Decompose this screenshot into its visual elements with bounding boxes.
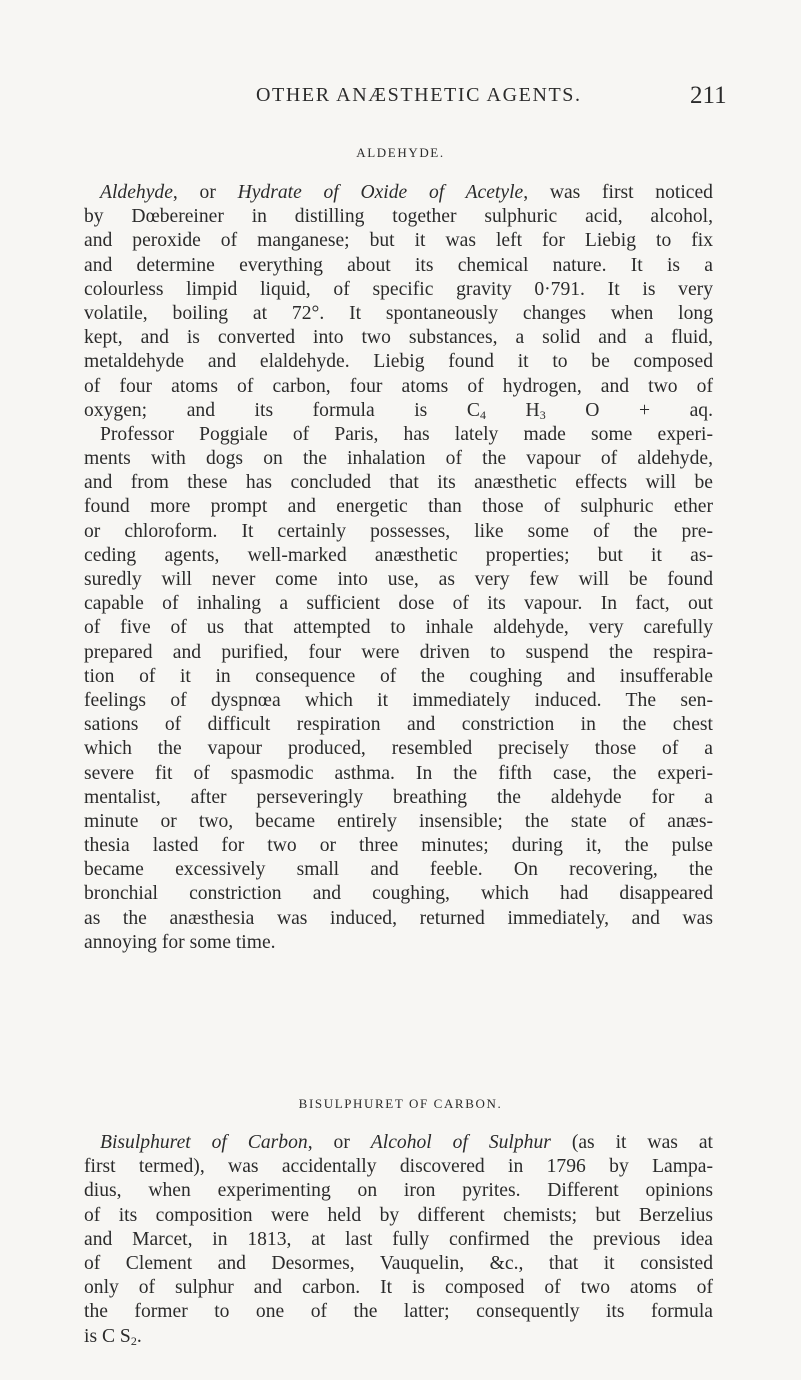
text-line: only of sulphur and carbon. It is composed of two atoms of (84, 1277, 713, 1299)
page-number: 211 (690, 82, 727, 109)
text-line: capable of inhaling a sufficient dose of its vapour. In fact, out (84, 593, 713, 615)
text-line: and determine everything about its chemical nature. It is a (84, 254, 713, 276)
text-line: Professor Poggiale of Paris, has lately made some experi- (100, 423, 713, 445)
text-line: as the anæsthesia was induced, returned immediately, and was (84, 907, 713, 929)
text-line: of Clement and Desormes, Vauquelin, &c., that it consisted (84, 1252, 713, 1274)
text-line: dius, when experimenting on iron pyrites. Different opinions (84, 1180, 713, 1202)
text-line: or chloroform. It certainly possesses, like some of the pre- (84, 520, 713, 542)
text-line: minute or two, became entirely insensible; the state of anæs- (84, 810, 713, 832)
text-line: and peroxide of manganese; but it was left for Liebig to fix (84, 230, 713, 252)
text-line: became excessively small and feeble. On recovering, the (84, 859, 713, 881)
text-line: first termed), was accidentally discovered in 1796 by Lampa- (84, 1156, 713, 1178)
text-line: mentalist, after perseveringly breathing the aldehyde for a (84, 786, 713, 808)
text-line: and Marcet, in 1813, at last fully confirmed the previous idea (84, 1228, 713, 1250)
text-line: prepared and purified, four were driven to suspend the respira- (84, 641, 713, 663)
text-line: colourless limpid liquid, of specific gravity 0·791. It is very (84, 278, 713, 300)
text-line: kept, and is converted into two substances, a solid and a fluid, (84, 327, 713, 349)
text-line: of four atoms of carbon, four atoms of hydrogen, and two of (84, 375, 713, 397)
text-line: ceding agents, well-marked anæsthetic properties; but it as- (84, 544, 713, 566)
text-line: oxygen; and its formula is $C_4$ $H_3$ O + aq. (84, 399, 713, 422)
text-line: thesia lasted for two or three minutes; during it, the pulse (84, 835, 713, 857)
text-line: found more prompt and energetic than those of sulphuric ether (84, 496, 713, 518)
text-line: Aldehyde, or Hydrate of Oxide of Acetyle, was first noticed (100, 182, 713, 203)
text-line: and from these has concluded that its anæsthetic effects will be (84, 472, 713, 494)
text-line: severe fit of spasmodic asthma. In the fifth case, the experi- (84, 762, 713, 784)
paragraph-bisulphuret (84, 1131, 713, 1349)
text-line: metaldehyde and elaldehyde. Liebig found it to be composed (84, 351, 713, 373)
text-line: tion of it in consequence of the coughing and insufferable (84, 665, 713, 687)
text-line: ments with dogs on the inhalation of the vapour of aldehyde, (84, 448, 713, 470)
text-line: annoying for some time. (84, 931, 276, 953)
running-head (0, 78, 801, 118)
text-line: Bisulphuret of Carbon, or Alcohol of Sulphur (as it was at (100, 1132, 713, 1153)
text-line: which the vapour produced, resembled precisely those of a (84, 738, 713, 760)
text-line: by Dœbereiner in distilling together sulphuric acid, alcohol, (84, 206, 713, 228)
text-line: suredly will never come into use, as very few will be found (84, 569, 713, 590)
text-line: of its composition were held by different chemists; but Berzelius (84, 1204, 713, 1226)
section-heading-aldehyde: ALDEHYDE. (356, 145, 445, 160)
text-line: volatile, boiling at 72°. It spontaneously changes when long (84, 302, 713, 324)
text-line: sations of difficult respiration and constriction in the chest (84, 714, 713, 736)
text-line: is C $S_2$. (84, 1325, 142, 1348)
section-heading-bisulphuret: BISULPHURET OF CARBON. (298, 1096, 503, 1111)
text-line: feelings of dyspnœa which it immediately induced. The sen- (84, 689, 713, 711)
text-line: of five of us that attempted to inhale aldehyde, very carefully (84, 617, 713, 639)
text-line: bronchial constriction and coughing, which had disappeared (84, 883, 713, 905)
paragraph-aldehyde (84, 181, 713, 955)
text-line: the former to one of the latter; consequently its formula (84, 1301, 713, 1323)
running-title: OTHER ANÆSTHETIC AGENTS. (256, 84, 582, 106)
